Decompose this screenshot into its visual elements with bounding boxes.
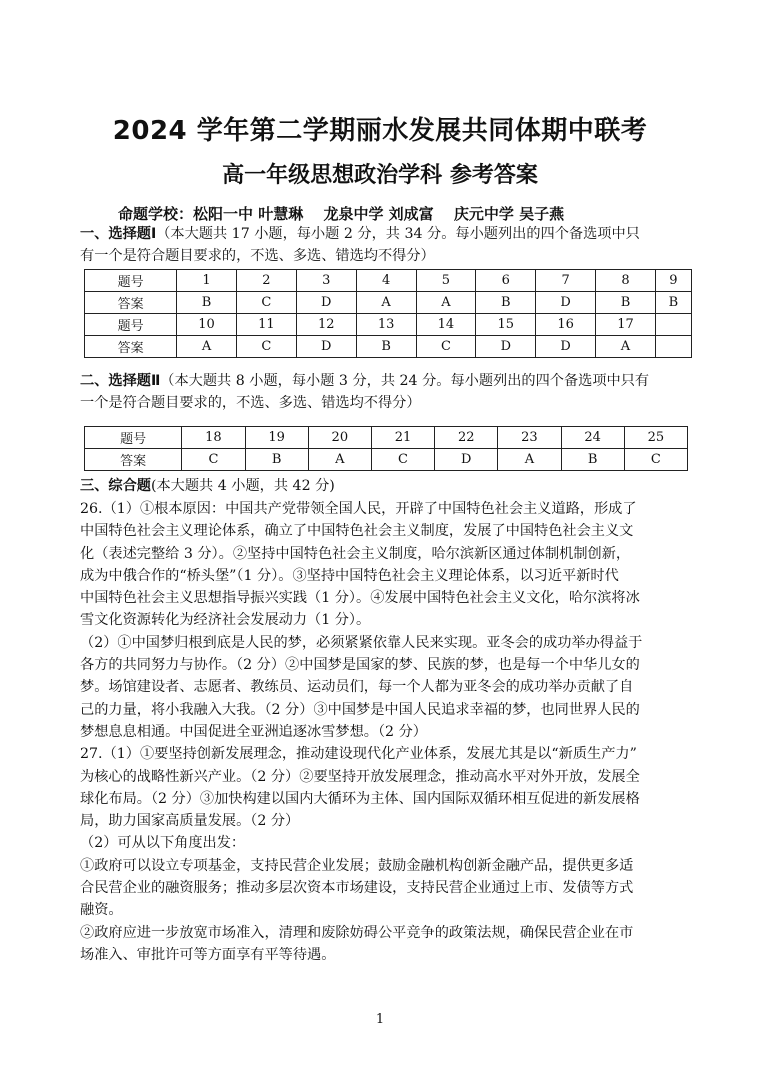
answer-table-2-row-header: 答案 (85, 449, 182, 471)
answer-table-2-row (85, 427, 688, 449)
answer-table-1-cell: 13 (356, 314, 416, 336)
answer-table-1-cell: A (596, 336, 656, 358)
answer-table-1-cell: D (476, 336, 536, 358)
answer-table-1-cell: C (236, 292, 296, 314)
answer-table-1-cell: 17 (596, 314, 656, 336)
section1-desc-line2: 有一个是符合题目要求的，不选、多选、错选均不得分） (80, 248, 435, 264)
answer-table-1-row (85, 270, 692, 292)
answer-table-2-cell: 18 (182, 427, 245, 449)
answer-table-1-cell: B (356, 336, 416, 358)
answer-table-1-cell: C (236, 336, 296, 358)
answer-table-1-cell: A (416, 292, 476, 314)
answer-table-2-cell: D (435, 449, 498, 471)
answer-table-1-cell: 4 (356, 270, 416, 292)
answer-text-line: 融资。 (80, 902, 123, 919)
answer-text-line: ①政府可以设立专项基金，支持民营企业发展；鼓励金融机构创新金融产品，提供更多适 (80, 857, 634, 874)
answer-table-1-cell: A (177, 336, 237, 358)
section1-desc-line1: （本大题共 17 小题，每小题 2 分，共 34 分。每小题列出的四个备选项中只 (156, 226, 640, 242)
answer-table-2-cell: 20 (308, 427, 371, 449)
section2-desc-line1: （本大题共 8 小题，每小题 3 分，共 24 分。每小题列出的四个备选项中只有 (160, 373, 650, 389)
answer-text-line: 26.（1）①根本原因：中国共产党带领全国人民，开辟了中国特色社会主义道路，形成了 (80, 501, 637, 517)
answer-table-1-cell: D (296, 336, 356, 358)
answer-table-1 (84, 269, 692, 358)
answer-text-line: 成为中俄合作的“桥头堡”（1 分）。③坚持中国特色社会主义理论体系，以习近平新时代 (80, 567, 619, 584)
answer-table-1-cell (655, 336, 691, 358)
answer-table-1-cell: 10 (177, 314, 237, 336)
answer-text-line: （2）可从以下角度出发： (80, 835, 246, 852)
answer-table-1-cell: 7 (536, 270, 596, 292)
answer-table-1-row (85, 292, 692, 314)
answer-table-2-cell: C (624, 449, 687, 471)
section1-intro-line1 (80, 223, 640, 245)
answer-table-1-cell: B (177, 292, 237, 314)
answer-table-1-cell: 9 (655, 270, 691, 292)
section3-intro (80, 475, 335, 497)
answer-table-1-cell: 12 (296, 314, 356, 336)
authors-line: 命题学校：松阳一中 叶慧琳 龙泉中学 刘成富 庆元中学 吴子燕 (118, 205, 565, 223)
answer-table-1-row-header: 题号 (85, 270, 177, 292)
answer-table-2-cell: 22 (435, 427, 498, 449)
answer-text-line: 梦。场馆建设者、志愿者、教练员、运动员们，每一个人都为亚冬会的成功举办贡献了自 (80, 679, 634, 696)
answer-text-line: （2）①中国梦归根到底是人民的梦，必须紧紧依靠人民来实现。亚冬会的成功举办得益于 (80, 634, 643, 651)
answer-table-1-cell: 14 (416, 314, 476, 336)
answer-text-line: 为核心的战略性新兴产业。（2 分）②要坚持开放发展理念，推动高水平对外开放，发展全 (80, 768, 640, 785)
answer-text-line: 场准入、审批许可等方面享有平等待遇。 (80, 946, 336, 963)
answer-table-1-row-header: 答案 (85, 336, 177, 358)
section2-intro-line1 (80, 370, 649, 392)
answer-text-line: 各方的共同努力与协作。（2 分）②中国梦是国家的梦、民族的梦，也是每一个中华儿女的 (80, 657, 640, 674)
answer-table-2-cell: C (182, 449, 245, 471)
page-title: 2024 学年第二学期丽水发展共同体期中联考 (112, 116, 648, 146)
answer-text-line: 化（表述完整给 3 分）。②坚持中国特色社会主义制度，哈尔滨新区通过体制机制创新， (80, 545, 631, 562)
answer-table-1-cell: 5 (416, 270, 476, 292)
answer-text-line: 局，助力国家高质量发展。（2 分） (80, 813, 300, 830)
answer-table-1-cell: B (476, 292, 536, 314)
answer-table-2 (84, 426, 688, 471)
answer-table-2-cell: A (498, 449, 561, 471)
answer-body (80, 498, 642, 966)
answer-table-1-cell: C (416, 336, 476, 358)
answer-text-line: 己的力量，将小我融入大我。（2 分）③中国梦是中国人民追求幸福的梦，也同世界人民的 (80, 701, 640, 718)
answer-text-line: 球化布局。（2 分）③加快构建以国内大循环为主体、国内国际双循环相互促进的新发展格 (80, 790, 640, 807)
answer-text-line: 中国特色社会主义思想指导振兴实践（1 分）。④发展中国特色社会主义文化，哈尔滨将冰 (80, 590, 640, 607)
answer-table-2-cell: 21 (371, 427, 434, 449)
section1-heading: 一、选择题Ⅰ (80, 226, 157, 242)
section3-heading: 三、综合题 (80, 478, 151, 494)
answer-table-1-cell: A (356, 292, 416, 314)
answer-table-1-cell: 1 (177, 270, 237, 292)
answer-table-2-cell: 19 (245, 427, 308, 449)
answer-text-line: ②政府应进一步放宽市场准入，清理和废除妨碍公平竞争的政策法规，确保民营企业在市 (80, 924, 634, 941)
answer-table-1-row-header: 答案 (85, 292, 177, 314)
answer-text-line: 中国特色社会主义理论体系，确立了中国特色社会主义制度，发展了中国特色社会主义文 (80, 523, 634, 540)
answer-table-2-cell: B (561, 449, 624, 471)
answer-text-line: 雪文化资源转化为经济社会发展动力（1 分）。 (80, 612, 371, 629)
answer-table-2-cell: C (371, 449, 434, 471)
answer-table-1-cell: 8 (596, 270, 656, 292)
answer-table-1-cell: D (536, 336, 596, 358)
answer-table-1-row (85, 314, 692, 336)
answer-table-1-row-header: 题号 (85, 314, 177, 336)
answer-table-1-cell: B (655, 292, 691, 314)
answer-table-1-cell (655, 314, 691, 336)
answer-text-line: 梦想息息相通。中国促进全亚洲追逐冰雪梦想。（2 分） (80, 723, 427, 740)
answer-text-line: 27.（1）①要坚持创新发展理念，推动建设现代化产业体系，发展尤其是以“新质生产力” (80, 746, 637, 763)
answer-table-1-cell: 16 (536, 314, 596, 336)
answer-table-1-cell: 3 (296, 270, 356, 292)
section2-heading: 二、选择题Ⅱ (80, 373, 161, 389)
answer-table-2-cell: 24 (561, 427, 624, 449)
answer-table-2-cell: B (245, 449, 308, 471)
answer-table-2-row (85, 449, 688, 471)
answer-table-1-cell: 2 (236, 270, 296, 292)
section2-desc-line2: 一个是符合题目要求的，不选、多选、错选均不得分） (80, 395, 421, 411)
answer-table-1-cell: 6 (476, 270, 536, 292)
answer-table-1-cell: D (536, 292, 596, 314)
page-number: 1 (375, 1012, 385, 1027)
section3-desc: (本大题共 4 小题，共 42 分) (150, 478, 335, 494)
answer-table-1-cell: 11 (236, 314, 296, 336)
answer-table-2-row-header: 题号 (85, 427, 182, 449)
answer-table-1-row (85, 336, 692, 358)
answer-table-2-cell: 23 (498, 427, 561, 449)
answer-text-line: 合民营企业的融资服务；推动多层次资本市场建设，支持民营企业通过上市、发债等方式 (80, 880, 634, 897)
page-subtitle: 高一年级思想政治学科 参考答案 (222, 163, 538, 188)
answer-table-1-cell: B (596, 292, 656, 314)
answer-table-1-cell: D (296, 292, 356, 314)
answer-table-2-cell: A (308, 449, 371, 471)
answer-table-1-cell: 15 (476, 314, 536, 336)
answer-table-2-cell: 25 (624, 427, 687, 449)
